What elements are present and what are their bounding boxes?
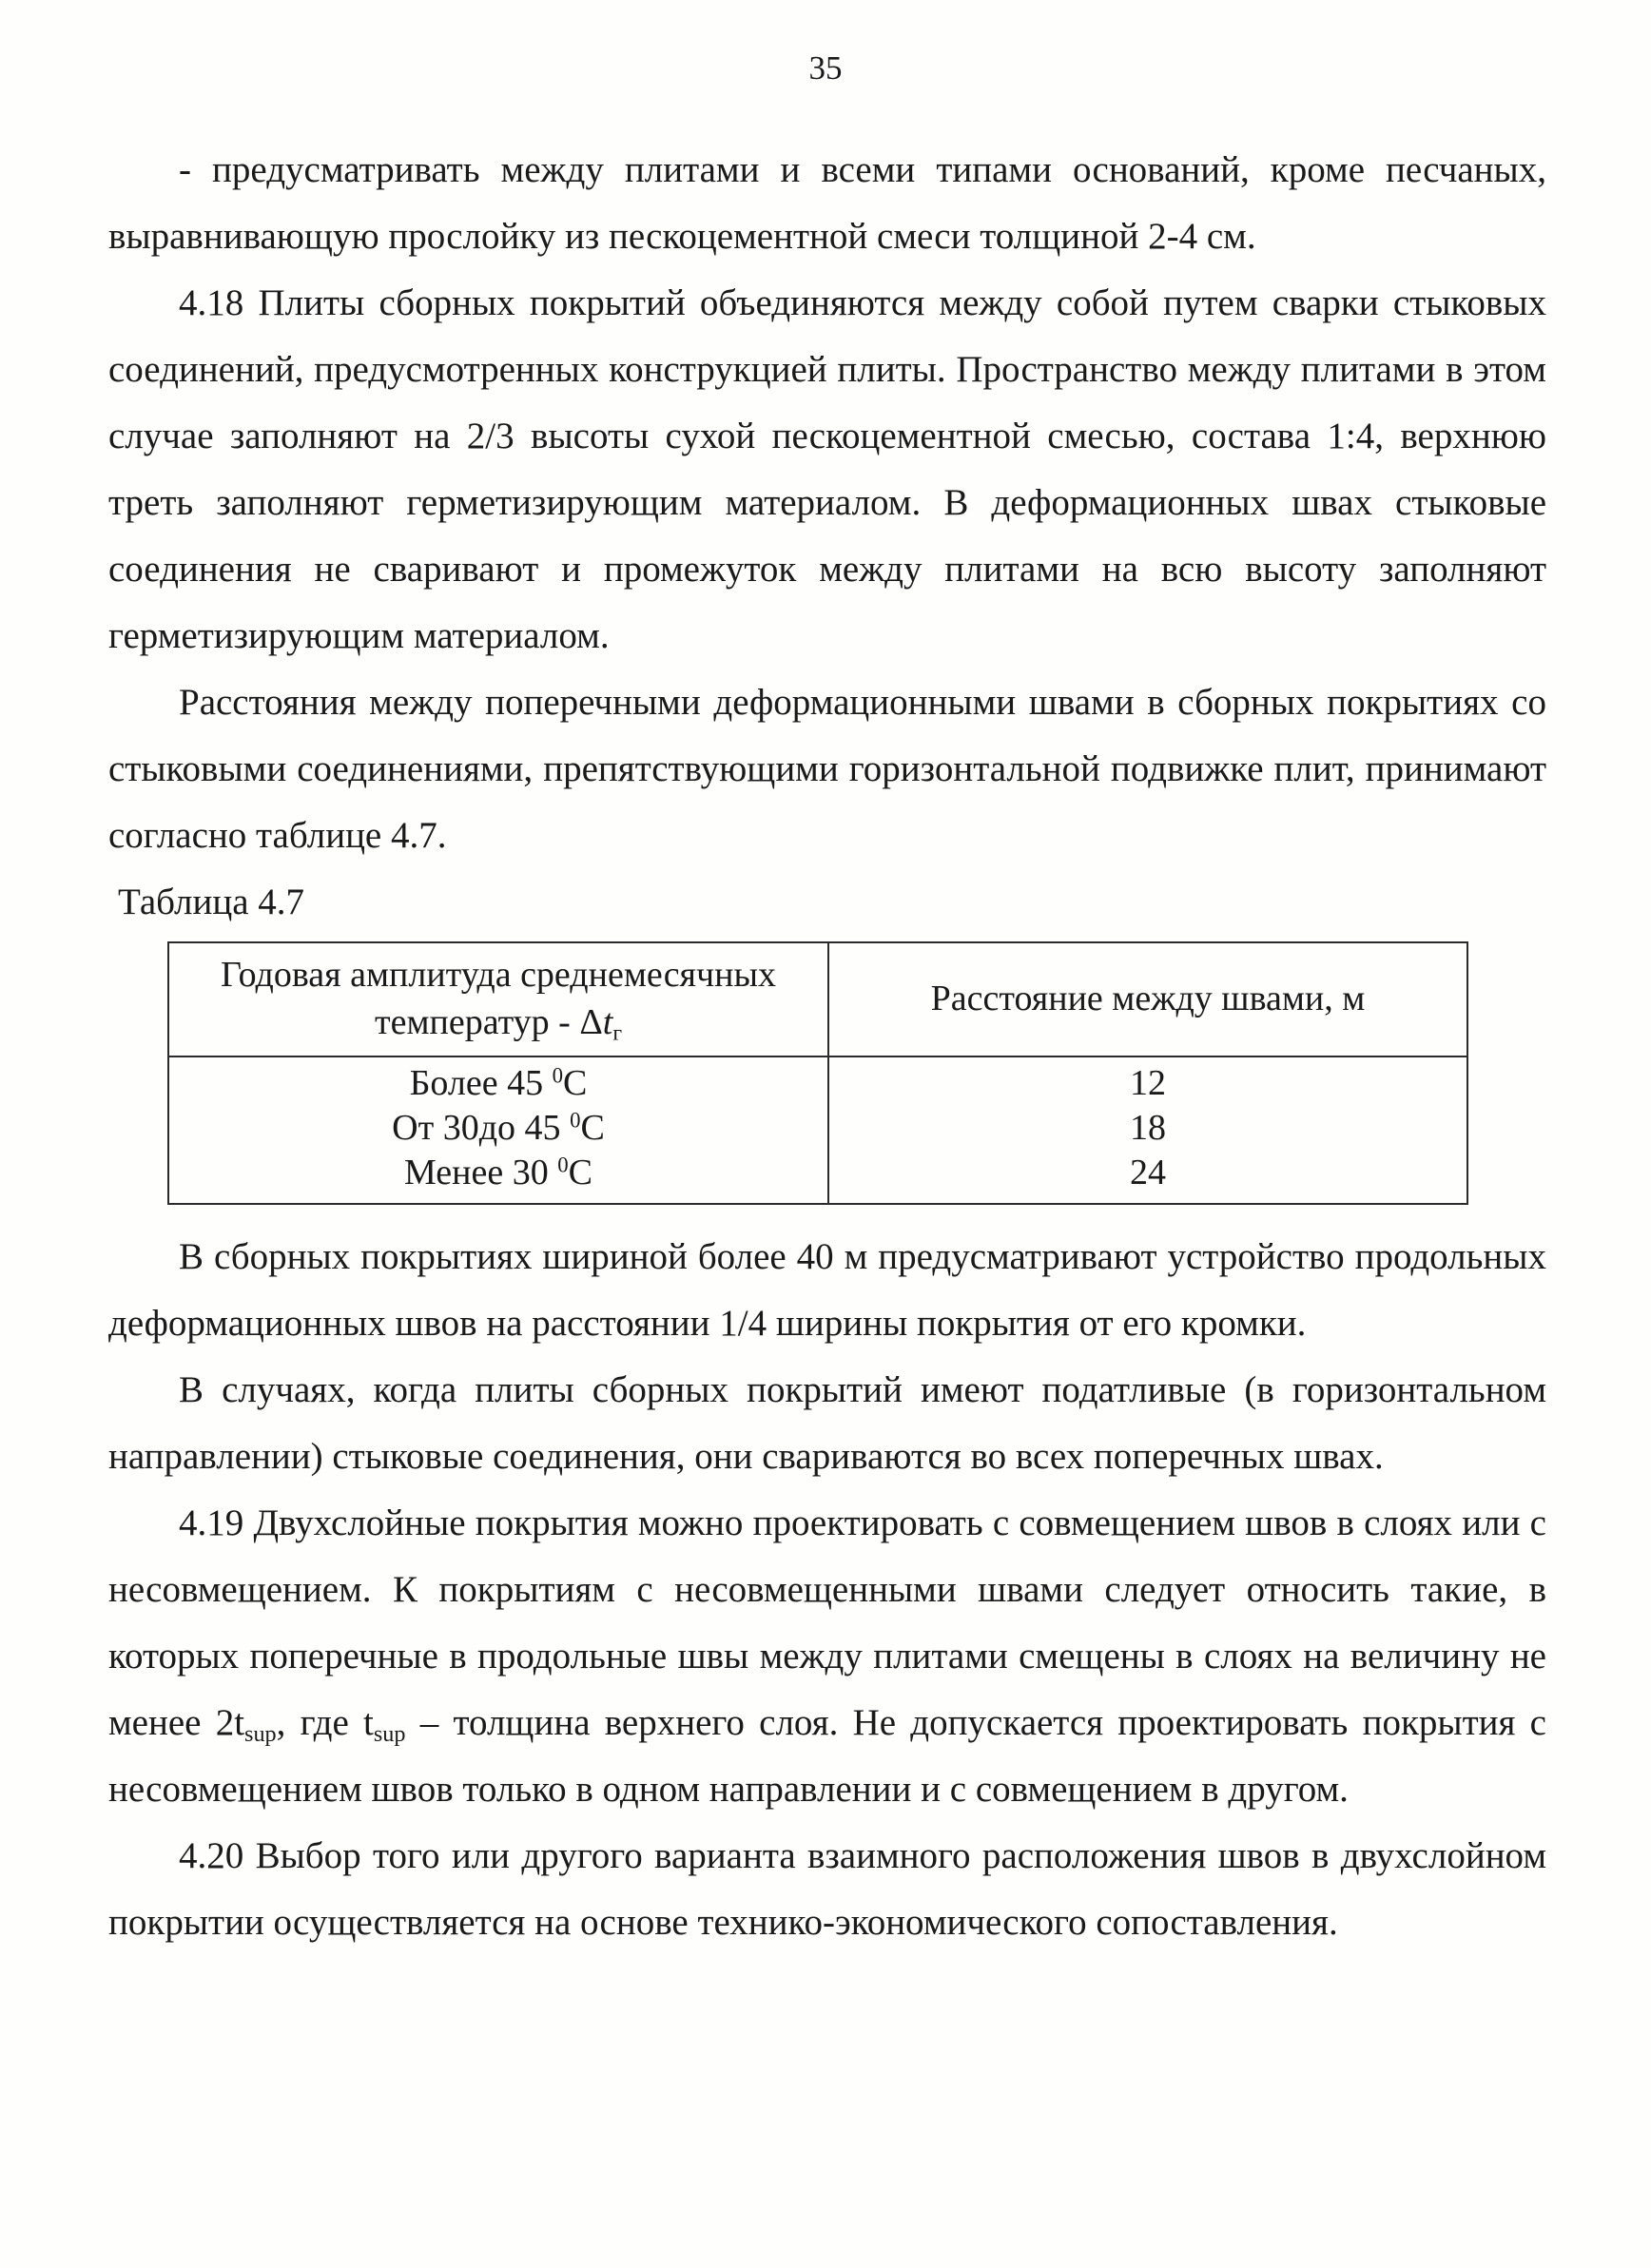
table-row [168,1106,1467,1151]
t-sup-subscript: sup [373,1720,406,1747]
paragraph-lead-dash: - предусматривать между плитами и всеми типами оснований, кроме песчаных, выравнивающую прослойку из пескоцементной смеси толщиной 2-4 см. [108,149,1546,257]
table-body [168,1056,1467,1204]
page-number: 35 [808,49,843,87]
table-4-7 [167,941,1468,1205]
paragraph-4-18: 4.18 Плиты сборных покрытий объединяются между собой путем сварки стыковых соединений, предусмотренных конструкцией плиты. Пространство между плитами в этом случае заполняют на 2/3 высоты сухой пескоцементной смесью, состава 1:4, верхнюю треть заполняют герметизирующим материалом. В деформационных швах стыковые соединения не сваривают и промежуток между плитами на всю высоту заполняют герметизирующим материалом. [108,282,1546,656]
distance-cell: 12 [828,1056,1467,1106]
table-row [168,1151,1467,1204]
header-temperature-subscript: г [612,1020,623,1046]
t-sup-subscript: sup [244,1720,277,1747]
header-temperature-line2: температур - Δ [374,1002,603,1042]
celsius-letter: С [563,1063,588,1103]
celsius-letter: С [568,1153,592,1192]
range-text: От 30до 45 [392,1108,571,1148]
paragraph-distances: Расстояния между поперечными деформационными швами в сборных покрытиях со стыковыми соединениями, препятствующими горизонтальной подвижке плит, принимают согласно таблице 4.7. [108,682,1546,856]
table-row [168,1056,1467,1106]
table-caption: Таблица 4.7 [118,882,305,922]
paragraph-4-20: 4.20 Выбор того или другого варианта взаимного расположения швов в двухслойном покрытии осуществляется на основе технико-экономического сопоставления. [108,1835,1546,1943]
table-header-distance: Расстояние между швами, м [828,942,1467,1056]
temperature-range-cell [168,1151,828,1204]
body-text [108,137,1546,1956]
distance-cell: 18 [828,1106,1467,1151]
range-text: Более 45 [409,1063,553,1103]
degree-sign: 0 [557,1153,569,1177]
range-text: Менее 30 [404,1153,558,1192]
header-temperature-line1: Годовая амплитуда среднемесячных [220,955,777,995]
distance-cell: 24 [828,1151,1467,1204]
paragraph-4-19-text: – толщина верхнего слоя. Не допускается проектировать покрытия с несовмещением швов только в одном направлении и с совмещением в другом. [108,1702,1546,1810]
paragraph-width-40m: В сборных покрытиях шириной более 40 м предусматривают устройство продольных деформационных швов на расстоянии 1/4 ширины покрытия от его кромки. [108,1236,1546,1344]
temperature-range-cell [168,1056,828,1106]
paragraph-4-19-text: 4.19 Двухслойные покрытия можно проектировать с совмещением швов в слоях или с несовмещением. К покрытиям с несовмещенными швами следует относить такие, в которых поперечные в продольные швы между плитами смещены в слоях на величину не менее 2t [108,1502,1546,1743]
table-header-temperature [168,942,828,1056]
paragraph-4-19 [108,1490,1546,1823]
celsius-letter: С [580,1108,605,1148]
header-temperature-variable: t [602,1002,613,1042]
table-header-row [168,942,1467,1056]
paragraph-pliable-joints: В случаях, когда плиты сборных покрытий имеют податливые (в горизонтальном направлении) стыковые соединения, они свариваются во всех поперечных швах. [108,1369,1546,1477]
paragraph-4-19-text: , где t [276,1702,374,1743]
degree-sign: 0 [570,1108,581,1133]
degree-sign: 0 [552,1063,564,1088]
temperature-range-cell [168,1106,828,1151]
